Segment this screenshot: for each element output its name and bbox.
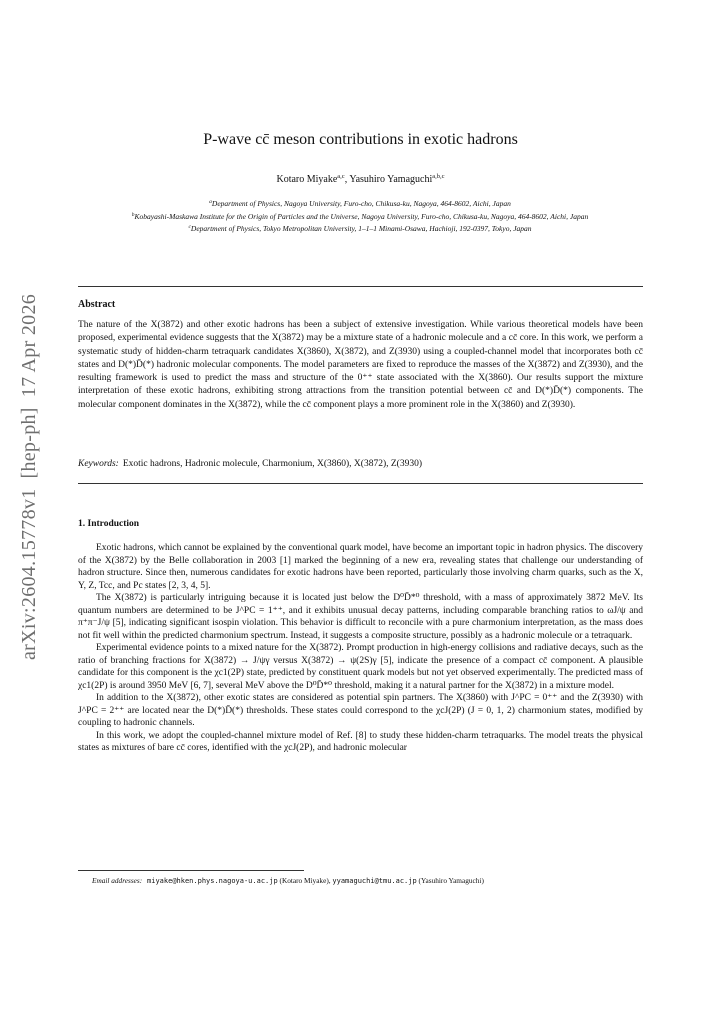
author-affiliation-mark: a,b,c bbox=[432, 173, 445, 180]
paper-title: P-wave cc̄ meson contributions in exotic hadrons bbox=[203, 131, 518, 148]
affiliation-mark: c bbox=[188, 224, 191, 230]
abstract-heading: Abstract bbox=[78, 299, 116, 310]
author-name: Kotaro Miyake bbox=[276, 174, 338, 185]
author-list bbox=[0, 173, 721, 185]
affiliation bbox=[120, 197, 600, 210]
keywords-text: Exotic hadrons, Hadronic molecule, Charmonium, X(3860), X(3872), Z(3930) bbox=[122, 459, 422, 469]
arxiv-category: [hep-ph] bbox=[18, 407, 40, 479]
email-owner: (Kotaro Miyake), bbox=[279, 876, 331, 885]
paragraph: The X(3872) is particularly intriguing because it is located just below the D⁰D̄*⁰ threshold, with a mass of approximately 3872 MeV. Its quantum numbers are determined to be J^PC = 1⁺⁺, and it exhibits unusual decay patterns, including comparable branching ratios to ωJ/ψ and π⁺π⁻J/ψ [5], indicating significant isospin violation. This behavior is difficult to reconcile with a pure charmonium interpretation, as the mass does not fit well within the predicted charmonium spectrum. Instead, it suggests a composite structure, possibly as a hadronic molecule or a tetraquark. bbox=[78, 593, 643, 641]
affiliation-mark: b bbox=[131, 211, 135, 218]
author-affiliation-mark: a,c bbox=[337, 173, 345, 180]
footnote-emails bbox=[78, 876, 643, 885]
arxiv-date: 17 Apr 2026 bbox=[18, 293, 40, 398]
affiliation bbox=[120, 222, 600, 235]
affiliation-text: Department of Physics, Nagoya University, Furo-cho, Chikusa-ku, Nagoya, 464-8602, Aichi, Japan bbox=[211, 199, 511, 208]
affiliation-text: Department of Physics, Tokyo Metropolitan University, 1–1–1 Minami-Osawa, Hachioji, 192-0397, Tokyo, Japan bbox=[190, 224, 532, 233]
author-name: Yasuhiro Yamaguchi bbox=[349, 174, 433, 185]
abstract-text: The nature of the X(3872) and other exotic hadrons has been a subject of extensive investigation. While various theoretical models have been proposed, experimental evidence suggests that the X(3872) may be a mixture state of a hadronic molecule and a cc̄ core. In this work, we perform a systematic study of hidden-charm tetraquark candidates X(3860), X(3872), and Z(3930) using a coupled-channel model that incorporates both cc̄ states and D(*)D̄(*) hadronic molecular components. The model parameters are fixed to reproduce the masses of the X(3872) and Z(3930), and the resulting framework is used to predict the mass and structure of the 0⁺⁺ state associated with the X(3860). Our results support the mixture interpretation of these exotic hadrons, exhibiting strong attractions from the transition potential between cc̄ and D(*)D̄(*) components. The molecular component dominates in the X(3872), while the cc̄ component plays a more prominent role in the X(3860) and Z(3930). bbox=[78, 320, 643, 410]
introduction-body bbox=[78, 542, 643, 755]
paragraph: In this work, we adopt the coupled-channel mixture model of Ref. [8] to study these hidden-charm tetraquarks. The model treats the physical states as mixtures of bare cc̄ cores, identified with the χcJ(2P), and hadronic molecular bbox=[78, 730, 643, 753]
abstract-top-rule bbox=[78, 286, 643, 287]
paragraph: Exotic hadrons, which cannot be explained by the conventional quark model, have become an important topic in hadron physics. The discovery of the X(3872) by the Belle collaboration in 2003 [1] marked the beginning of a new era, revealing states that challenge our understanding of hadron structure. Since then, numerous candidates for exotic hadrons have been reported, particularly those involving charm quarks, such as the X, Y, Z, Tcc, and Pc states [2, 3, 4, 5]. bbox=[78, 543, 643, 591]
email-link[interactable]: yyamaguchi@tmu.ac.jp bbox=[332, 877, 417, 885]
affiliation-mark: a bbox=[209, 199, 212, 205]
author-separator: , bbox=[344, 174, 350, 185]
affiliation-list bbox=[120, 197, 600, 235]
arxiv-id: arXiv:2604.15778v1 bbox=[18, 488, 40, 660]
footnote-label: Email addresses: bbox=[92, 876, 143, 885]
section-heading-introduction: 1. Introduction bbox=[78, 519, 140, 529]
arxiv-identifier-stamp bbox=[18, 284, 41, 660]
abstract-bottom-rule bbox=[78, 483, 643, 484]
paragraph: Experimental evidence points to a mixed nature for the X(3872). Prompt production in high-energy collisions and radiative decays, such as the ratio of branching fractions for X(3872) → J/ψγ versus X(3872) → ψ(2S)γ [5], indicate the presence of a compact cc̄ component. A plausible candidate for this component is the χc1(2P) state, predicted by constituent quark models but not yet observed experimentally. The predicted mass of χc1(2P) is around 3950 MeV [6, 7], several MeV above the D⁰D̄*⁰ threshold, making it a natural partner for the X(3872) in a mixture model. bbox=[78, 643, 643, 691]
footnote-rule bbox=[78, 870, 304, 871]
paragraph: In addition to the X(3872), other exotic states are considered as potential spin partners. The X(3860) with J^PC = 0⁺⁺ and the Z(3930) with J^PC = 2⁺⁺ are located near the D(*)D̄(*) thresholds. These states could correspond to the χcJ(2P) (J = 0, 1, 2) charmonium states, modified by coupling to hadronic channels. bbox=[78, 693, 643, 728]
keywords-label: Keywords: bbox=[78, 459, 119, 469]
keywords-line bbox=[78, 459, 643, 469]
affiliation-text: Kobayashi-Maskawa Institute for the Origin of Particles and the Universe, Nagoya University, Furo-cho, Chikusa-ku, Nagoya, 464-8602, Aichi, Japan bbox=[134, 211, 589, 221]
email-link[interactable]: miyake@hken.phys.nagoya-u.ac.jp bbox=[147, 877, 278, 885]
email-owner: (Yasuhiro Yamaguchi) bbox=[418, 876, 484, 885]
affiliation bbox=[120, 210, 600, 223]
